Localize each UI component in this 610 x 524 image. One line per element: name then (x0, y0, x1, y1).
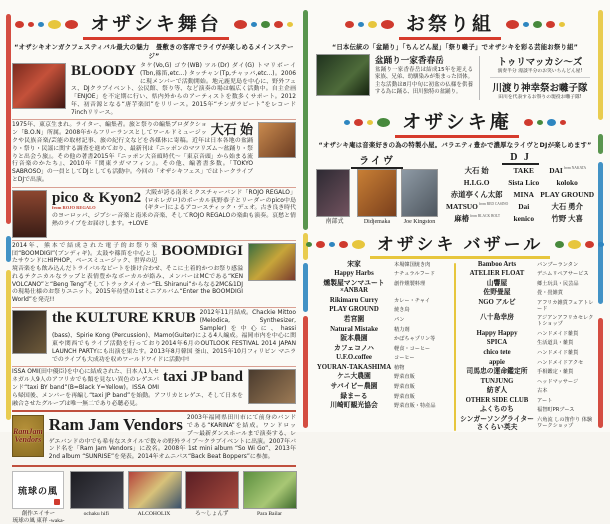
bazaar-vendor-row (459, 378, 594, 386)
vendor-name: ATELIER FLOAT (469, 270, 525, 278)
bazaar-title: オザシキ バザール (370, 230, 551, 259)
brush-stroke-right-yellow (598, 10, 603, 120)
live-act-joe-kingston (401, 169, 438, 226)
vendor-category: ハンドメイドアクセ (537, 359, 584, 366)
section-divider (12, 240, 296, 241)
boomdigi-photo (248, 243, 296, 281)
festival-page (316, 8, 594, 433)
bazaar-vendor-row (316, 326, 451, 334)
live-act-caption: Joe Kingston (403, 218, 436, 225)
vendor-name: chico tete (483, 348, 511, 356)
bloody-photo (12, 63, 66, 109)
vendor-category: ナチュラルフード (394, 271, 436, 278)
artist-ram-jam-vendors (12, 410, 296, 467)
vendor-category: 手相鑑定・雑貨 (537, 369, 574, 376)
dj-column (540, 165, 595, 225)
live-act-caption: Didjemaka (363, 218, 391, 225)
vendor-category: ヘッドマッサージ (537, 378, 579, 385)
brush-stroke-right-green (598, 134, 603, 154)
horizontal-divider (490, 77, 590, 78)
oishi-photo (258, 122, 296, 158)
brush-stroke-left-blue (6, 236, 11, 262)
vendor-name: YOURAN-TAKASHIMA (316, 363, 392, 371)
artist-name: BOOMDIGI (161, 242, 243, 259)
group-desc: 盆踊り一家香春岳は結成15年を迎える家族、兄弟、幼馴染みが集まった団体。主な活動は8月中旬に初盆の仏様を供養する為に踊る、田川独特の盆踊り。 (375, 67, 473, 95)
act-caption: ろ〜しょんず (194, 511, 229, 518)
live-act-caption: 南部式 (325, 218, 344, 225)
vendor-name: Bamboo Arts (477, 260, 517, 268)
vendor-name: ふくちのち (480, 406, 514, 414)
section-divider (12, 119, 296, 120)
dj-name: H.I.G.O (463, 177, 490, 187)
vendor-name: PLAY GROUND (329, 306, 379, 314)
dj-lineup (444, 165, 597, 225)
kulture-krub-photo (12, 310, 47, 354)
stage-page (12, 8, 296, 524)
dj-name: koloko (556, 177, 578, 187)
section-divider (12, 366, 296, 367)
group-bonodori-ikka (375, 54, 473, 102)
artist-name: the KULTURE KRUB (52, 309, 196, 326)
dj-name: MINA (513, 189, 535, 199)
bazaar-vendor-row (316, 297, 451, 305)
bazaar-vendor-list (316, 261, 594, 434)
vendor-category: 郷土玩具・民芸品 (537, 280, 579, 287)
act-caption: ALCOHOLIX (137, 511, 171, 518)
dj-name: MATSUO$^{from RED CASINO}$ (446, 201, 509, 211)
an-section-head (316, 107, 594, 138)
vendor-category: 精力剤 (394, 326, 410, 333)
bazaar-vendor-row (459, 289, 594, 297)
bazaar-vendor-row (316, 316, 451, 324)
act-roshonzu (185, 471, 238, 524)
an-title: オザシキ庵 (395, 107, 519, 138)
matsuri-subtitle: “日本伝統の「盆踊り」「ちんどん屋」「祭り囃子」でオザシキを彩る芸能お祭り組” (331, 43, 579, 51)
stage-subtitle: “オザシキオンガクフェスティバル最大の魅力 畳敷きの客席でライヴが楽しめるメインステージ” (14, 43, 294, 60)
artist-kulture-krub (12, 310, 296, 364)
vendor-category: ハンドメイド雑貨 (537, 349, 579, 356)
vendor-category: 生活道具・雑貨 (537, 340, 574, 347)
vendor-name: Rikimaru Curry (329, 296, 379, 304)
artist-name: taxi JP band (162, 369, 243, 386)
artist-name: 大石 始 (210, 122, 253, 138)
artist-desc: Ram Jam Vendors 2003年福岡県田川市にて前身のバンドである“KARINA”を結成。ワンドロップ〜最新ダンスホールまで演奏する、レゲエバンドの中でも希有なスタイルで数々の野外ライブ〜クラブイベントに出演。2007年バンド名を「Ram Jam Vendors」に改名。2008年 1st mini album “So Wi Go”、2013年 2nd album “SUNRISE”を発表。2014年オムニバス“Back Beat Boppers”に参加。 (48, 415, 296, 461)
vendor-name: OTHER SIDE CLUB (465, 396, 529, 404)
paint-dots-icon (234, 20, 293, 29)
bazaar-vendor-row (459, 397, 594, 405)
bazaar-vendor-row (459, 349, 594, 357)
bazaar-vendor-row (316, 261, 451, 269)
bazaar-vendor-row (459, 314, 594, 328)
act-caption: 創作エイサー 琉球の風 東祥 -waka- (12, 511, 65, 524)
dj-header: D J (444, 152, 597, 163)
vendor-name: 阪本農園 (340, 335, 368, 343)
an-content (316, 152, 594, 226)
vendor-name: 山響屋 (486, 279, 508, 287)
act-alcoholix (128, 471, 181, 524)
vendor-name: SPICA (486, 339, 508, 347)
dj-name: Sista Lico (508, 177, 540, 187)
bazaar-vendor-row (459, 406, 594, 414)
brush-stroke-left-yellow (6, 270, 11, 420)
vendor-category: 焼き鳥 (394, 307, 410, 314)
vendor-category: 本場韓国焼き肉 (394, 261, 431, 268)
bazaar-vendor-row (316, 383, 451, 391)
vendor-name: 若宮園 (343, 316, 365, 323)
dj-name: 麻椿$^{from BLACK BOLT}$ (454, 213, 501, 223)
vendor-category: アフリカ雑貨フェアトレード (537, 299, 594, 312)
bazaar-vendor-row (459, 299, 594, 313)
dj-name: Dai (518, 201, 530, 211)
bazaar-vendor-row (316, 335, 451, 343)
bazaar-column-divider (454, 263, 456, 432)
live-block (316, 152, 438, 226)
brush-stroke-right-red (598, 318, 603, 428)
artist-desc: BLOODY タケ(Vo,G) ゴウ(WB) ツル(Dr) ダイ(G) トマリボーイ(Tbn,篠笛,etc...) タッチャン(Tp,チャッパ,etc...)。2006に現メンバーで活動開始。地元鹿児島を中心に、野外フェス、DJクラブイベント、公民館、祭り等、など演奏の場は幅広く活動中。自主企画「ENJOE」を不定期に行い、県内外からのアーティストを数多くサポート。2012年、初音源となる“唐芋楽団”をリリース。2015年“チンガラビート”をレコード7inchリリース。 (71, 63, 296, 116)
artist-desc: 大石 始 1975年、東京生まれ。ライター、編集者。旅と祭りの編集プロダクション「B.O.N」所属。2008年からフリーランスとしてワールドミュージックや民族音楽/芸能の取材記事、旅の紀行文などを各媒体に寄稿。近年は日本各地の盆踊り・祭り・民謡に関する調査を進めており、最新刊は『ニッポンのマツリズム〜盆踊り・祭りと出会う旅』。その他の著書2015年『ニッポン大音頭時代〜「東京音頭」から始まる流行音楽のかたち』、2010年『関東ラガマフィン』。その他、編著書多数。「TOKYO SABROSO」の一員としてDJとしても活動中。今回の「オザシキフェス」ではトークライブとDJで出演。 (12, 122, 253, 183)
act-ochaku-hifi (70, 471, 123, 524)
matsuri-section-head (316, 9, 594, 40)
vendor-category: アジアンアフリカセレクトショップ (537, 315, 594, 328)
section-divider (12, 307, 296, 308)
act-ryukyu-no-kaze (12, 471, 65, 524)
vendor-category: かぼちゃプリン等 (394, 336, 436, 343)
vendor-category: デニムリペアサービス (537, 271, 589, 278)
group-desc: 田川を代表するお祭りの現役お囃子隊! (498, 95, 582, 101)
live-act-didjemaka (357, 169, 397, 226)
vendor-category: ハンドメイド雑貨 (537, 330, 579, 337)
vendor-category: 福智町PRブース (537, 407, 575, 414)
artist-desc: pico & Kyon2 from ROJO REGALO 大阪が誇る南米ミクスチャーバンド「ROJO REGALO」(ロホレガロ)のボーカル荻野恭子とリーダーのpico中島(ギター)によるアコースティック・デュオ。古き良き時代のヨーロッパ、ジプシー音楽と南米の音楽、そしてROJO REGALOの楽曲も演奏。哀愁と情熱のライブをお届けします。+LOVE (52, 189, 296, 227)
didjemaka-photo (357, 169, 397, 217)
taxi-jp-band-photo (248, 369, 296, 404)
group-desc: 演奏半分 漫談半分のお笑いちんどん屋! (497, 69, 583, 74)
vendor-name: 緑まーる (340, 392, 368, 400)
artist-subname: from ROJO REGALO (52, 204, 96, 210)
vendor-category: カレー・チャイ (394, 297, 431, 304)
artist-bloody (12, 63, 296, 117)
vendor-category: 畳・畳雑貨 (537, 290, 563, 297)
stage-title: オザシキ舞台 (83, 9, 229, 40)
vendor-category: 古本 (537, 388, 548, 395)
vendor-category: パン (394, 317, 405, 323)
bazaar-vendor-row (316, 354, 451, 362)
paint-dots-icon (306, 240, 365, 249)
paint-dots-icon (344, 118, 390, 127)
vendor-name: 燻製屋マンマユート×ANBAR (323, 279, 385, 295)
vendor-name: 司馬忠の運命鑑定所 (466, 368, 528, 376)
group-name: 盆踊り一家香春岳 (375, 56, 444, 66)
vendor-category: アート (537, 397, 553, 404)
vendor-name: 佐野畳屋 (483, 289, 511, 297)
dj-column (508, 165, 540, 225)
paint-dots-icon (524, 119, 566, 126)
dj-name: 赤道亭くん太郎 (450, 189, 503, 199)
vendor-category: 野菜直販 (394, 383, 415, 390)
artist-name: pico & Kyon2 from ROJO REGALO (52, 189, 142, 210)
bazaar-vendor-row (316, 393, 451, 401)
paint-dots-icon (15, 20, 78, 29)
artist-desc: BOOMDIGI 2014年、熊本で結成された電子的お祭り楽団“BOOMDIGI”(ブンディギ)。太鼓や篠笛を中心としたサウンドにHIPHOP、ベースミュージック、世界の辺境音楽をも飲み込んだトライバルなビートを掛け合わせ、そこに土着的かつお祭り感溢れるテクニカルなラップと表情豊かなボーカルが絡み、メンバーはMCである“KEN VOLCANO”と“Beng Teng”そしてトラックメイカー“EL Shiranui”からなる2MC&1DJの現場仕様のお祭りユニット。2015年待望の1stミニアルバム“Enter the BOOMDIGI World”を発売!! (12, 242, 243, 304)
stage-section-head (12, 9, 296, 40)
vendor-name: 宋家 (347, 260, 361, 268)
paint-dots-icon (555, 240, 604, 249)
bazaar-vendor-row (316, 270, 451, 278)
bazaar-vendor-row (459, 339, 594, 347)
vendor-category: 野菜直販 (394, 374, 415, 381)
bazaar-column-left (316, 261, 451, 434)
vendor-name: 八十島幸房 (480, 314, 514, 322)
dj-name: 大石 始 (464, 165, 489, 175)
artist-name: Ram Jam Vendors (48, 415, 183, 435)
artist-desc: the KULTURE KRUB 2012年11月結成。Chackie Mittoo (Melodica, Synthesizer, Sampler)を中心に、hassi (bass)、Spirie Kong (Percussion)、Mamo(Guiter)による4人編成。福岡市内を中心に関東や関西でもライブ活動を行っており2014年6月のOUTLOOK FESTIVAL 2014 JAPAN LAUNCH PARTYにも出演を果たす。2013年8月韓国 釜山、2015年10月フィリピン マニラでのライブも大成功を収めワールドワイドに活動中! (52, 309, 296, 363)
artist-pico-kyon2 (12, 190, 296, 238)
bazaar-column-right (459, 261, 594, 434)
vendor-name: サバイビー農園 (330, 382, 378, 390)
act-caption: Para Bailar (256, 511, 282, 518)
dj-name: 大石 勇介 (551, 201, 583, 211)
roshonzu-photo (185, 471, 239, 509)
para-bailar-photo (243, 471, 297, 509)
group-kawawatari-ohayashitai (486, 80, 594, 101)
vendor-name: appie (489, 358, 505, 366)
matsuri-groups (316, 54, 594, 102)
matsuri-title: お祭り組 (399, 9, 501, 40)
bazaar-vendor-row (459, 330, 594, 338)
vendor-category: バンブーランタン (537, 261, 579, 268)
joe-kingston-photo (401, 169, 438, 217)
bazaar-vendor-row (316, 402, 451, 410)
bazaar-vendor-row (459, 368, 594, 376)
bazaar-vendor-row (459, 280, 594, 288)
pico-photo (12, 190, 47, 238)
dj-block (444, 152, 597, 226)
group-turimakkashizu (486, 54, 594, 75)
vendor-category: 六角流 しの笛作り 体験ワークショップ (537, 416, 593, 429)
vendor-category: コーヒー (394, 355, 415, 362)
brush-stroke-right-blue (598, 162, 603, 304)
bazaar-vendor-row (316, 373, 451, 381)
live-header: ライヴ (316, 152, 438, 167)
vendor-name: 川崎町観光協会 (330, 402, 378, 410)
vendor-name: U.F.O.coffee (336, 354, 372, 362)
vendor-category: 創作燻製料理 (394, 280, 426, 287)
dj-name: 竹野 大喜 (551, 213, 583, 223)
bazaar-vendor-row (316, 345, 451, 353)
bazaar-vendor-row (316, 280, 451, 296)
bazaar-vendor-row (459, 261, 594, 269)
vendor-name: NGO アルビ (478, 298, 516, 306)
bazaar-vendor-row (459, 359, 594, 367)
act-para-bailar (243, 471, 296, 524)
section-divider (12, 187, 296, 188)
bazaar-vendor-row (459, 387, 594, 395)
bazaar-section-head (316, 230, 594, 259)
vendor-category: 野菜直販 (394, 393, 415, 400)
vendor-name: カフェコノハ (334, 344, 374, 352)
bottom-acts-row (12, 471, 296, 524)
vendor-name: シンガーソングライター さくらい英夫 (460, 415, 534, 431)
dj-name: kenico (513, 213, 535, 223)
bazaar-vendor-row (459, 270, 594, 278)
dj-name: PLAY GROUND (540, 189, 595, 199)
brush-stroke-center-blue (303, 263, 308, 312)
nanbushiki-photo (316, 169, 350, 217)
red-seal-icon (54, 499, 60, 505)
brush-stroke-center-green (303, 10, 308, 230)
vendor-name: ケニ大農園 (337, 373, 371, 381)
paint-dots-icon (345, 20, 394, 29)
dj-column (446, 165, 508, 225)
dj-name: DAI$^{from NAKATA}$ (549, 165, 587, 175)
brush-stroke-left-red (6, 14, 11, 224)
vendor-name: Happy Happy (476, 329, 518, 337)
an-subtitle: “オザシキ庵は音楽好きの為の特製小屋。バラエティ豊かで濃厚なライヴとDJが楽しめます” (318, 140, 592, 149)
vendor-name: TUNJUNG (480, 377, 514, 385)
vendor-category: 軽食・コーヒー (394, 345, 431, 352)
ochaku-hifi-photo (70, 471, 124, 509)
vendor-name: 紡ぎ人 (486, 387, 508, 395)
bazaar-vendor-row (316, 364, 451, 372)
vendor-category: 野菜直販・特産品 (394, 403, 436, 410)
vendor-category: 植物 (394, 364, 405, 371)
ryukyu-no-kaze-logo: 琉球の風 (12, 471, 64, 509)
bazaar-vendor-row (459, 416, 594, 432)
artist-name: BLOODY (71, 63, 137, 79)
paint-dots-icon (506, 20, 565, 29)
group-name: トゥリマッカシ〜ズ (497, 58, 583, 68)
artist-boomdigi (12, 243, 296, 305)
live-act-nanbushiki (316, 169, 353, 226)
brush-stroke-center-red (303, 316, 308, 428)
artist-oishi (12, 122, 296, 184)
act-caption: ochaku hifi (83, 511, 109, 518)
group-name: 川渡り神幸祭お囃子隊 (492, 84, 588, 95)
artist-desc: taxi JP band ISSA OMI(田中優臣)を中心に結成された、日本人1人セネガル人9人のアフリカでも類を見ない異色のレゲエバンド“taxi BY band”(B=Black Y=Yellow)。ISSA OMIら帰国後、メンバーを再編し“taxi JP band”を始動。アフリカとレゲエ、そして日本を融合させたグループは唯一無二であり必聴必見。 (12, 369, 243, 407)
alcoholix-photo (128, 471, 182, 509)
bonodori-photo (316, 54, 370, 96)
bazaar-vendor-row (316, 306, 451, 314)
ram-jam-vendors-logo: RamJam Vendors (12, 415, 44, 457)
vendor-name: Happy Harbs (334, 270, 374, 278)
vertical-divider (479, 56, 480, 100)
artist-taxi-jp-band (12, 369, 296, 408)
vendor-name: Natural Mistake (330, 325, 378, 333)
dj-name: TAKE (513, 165, 534, 175)
